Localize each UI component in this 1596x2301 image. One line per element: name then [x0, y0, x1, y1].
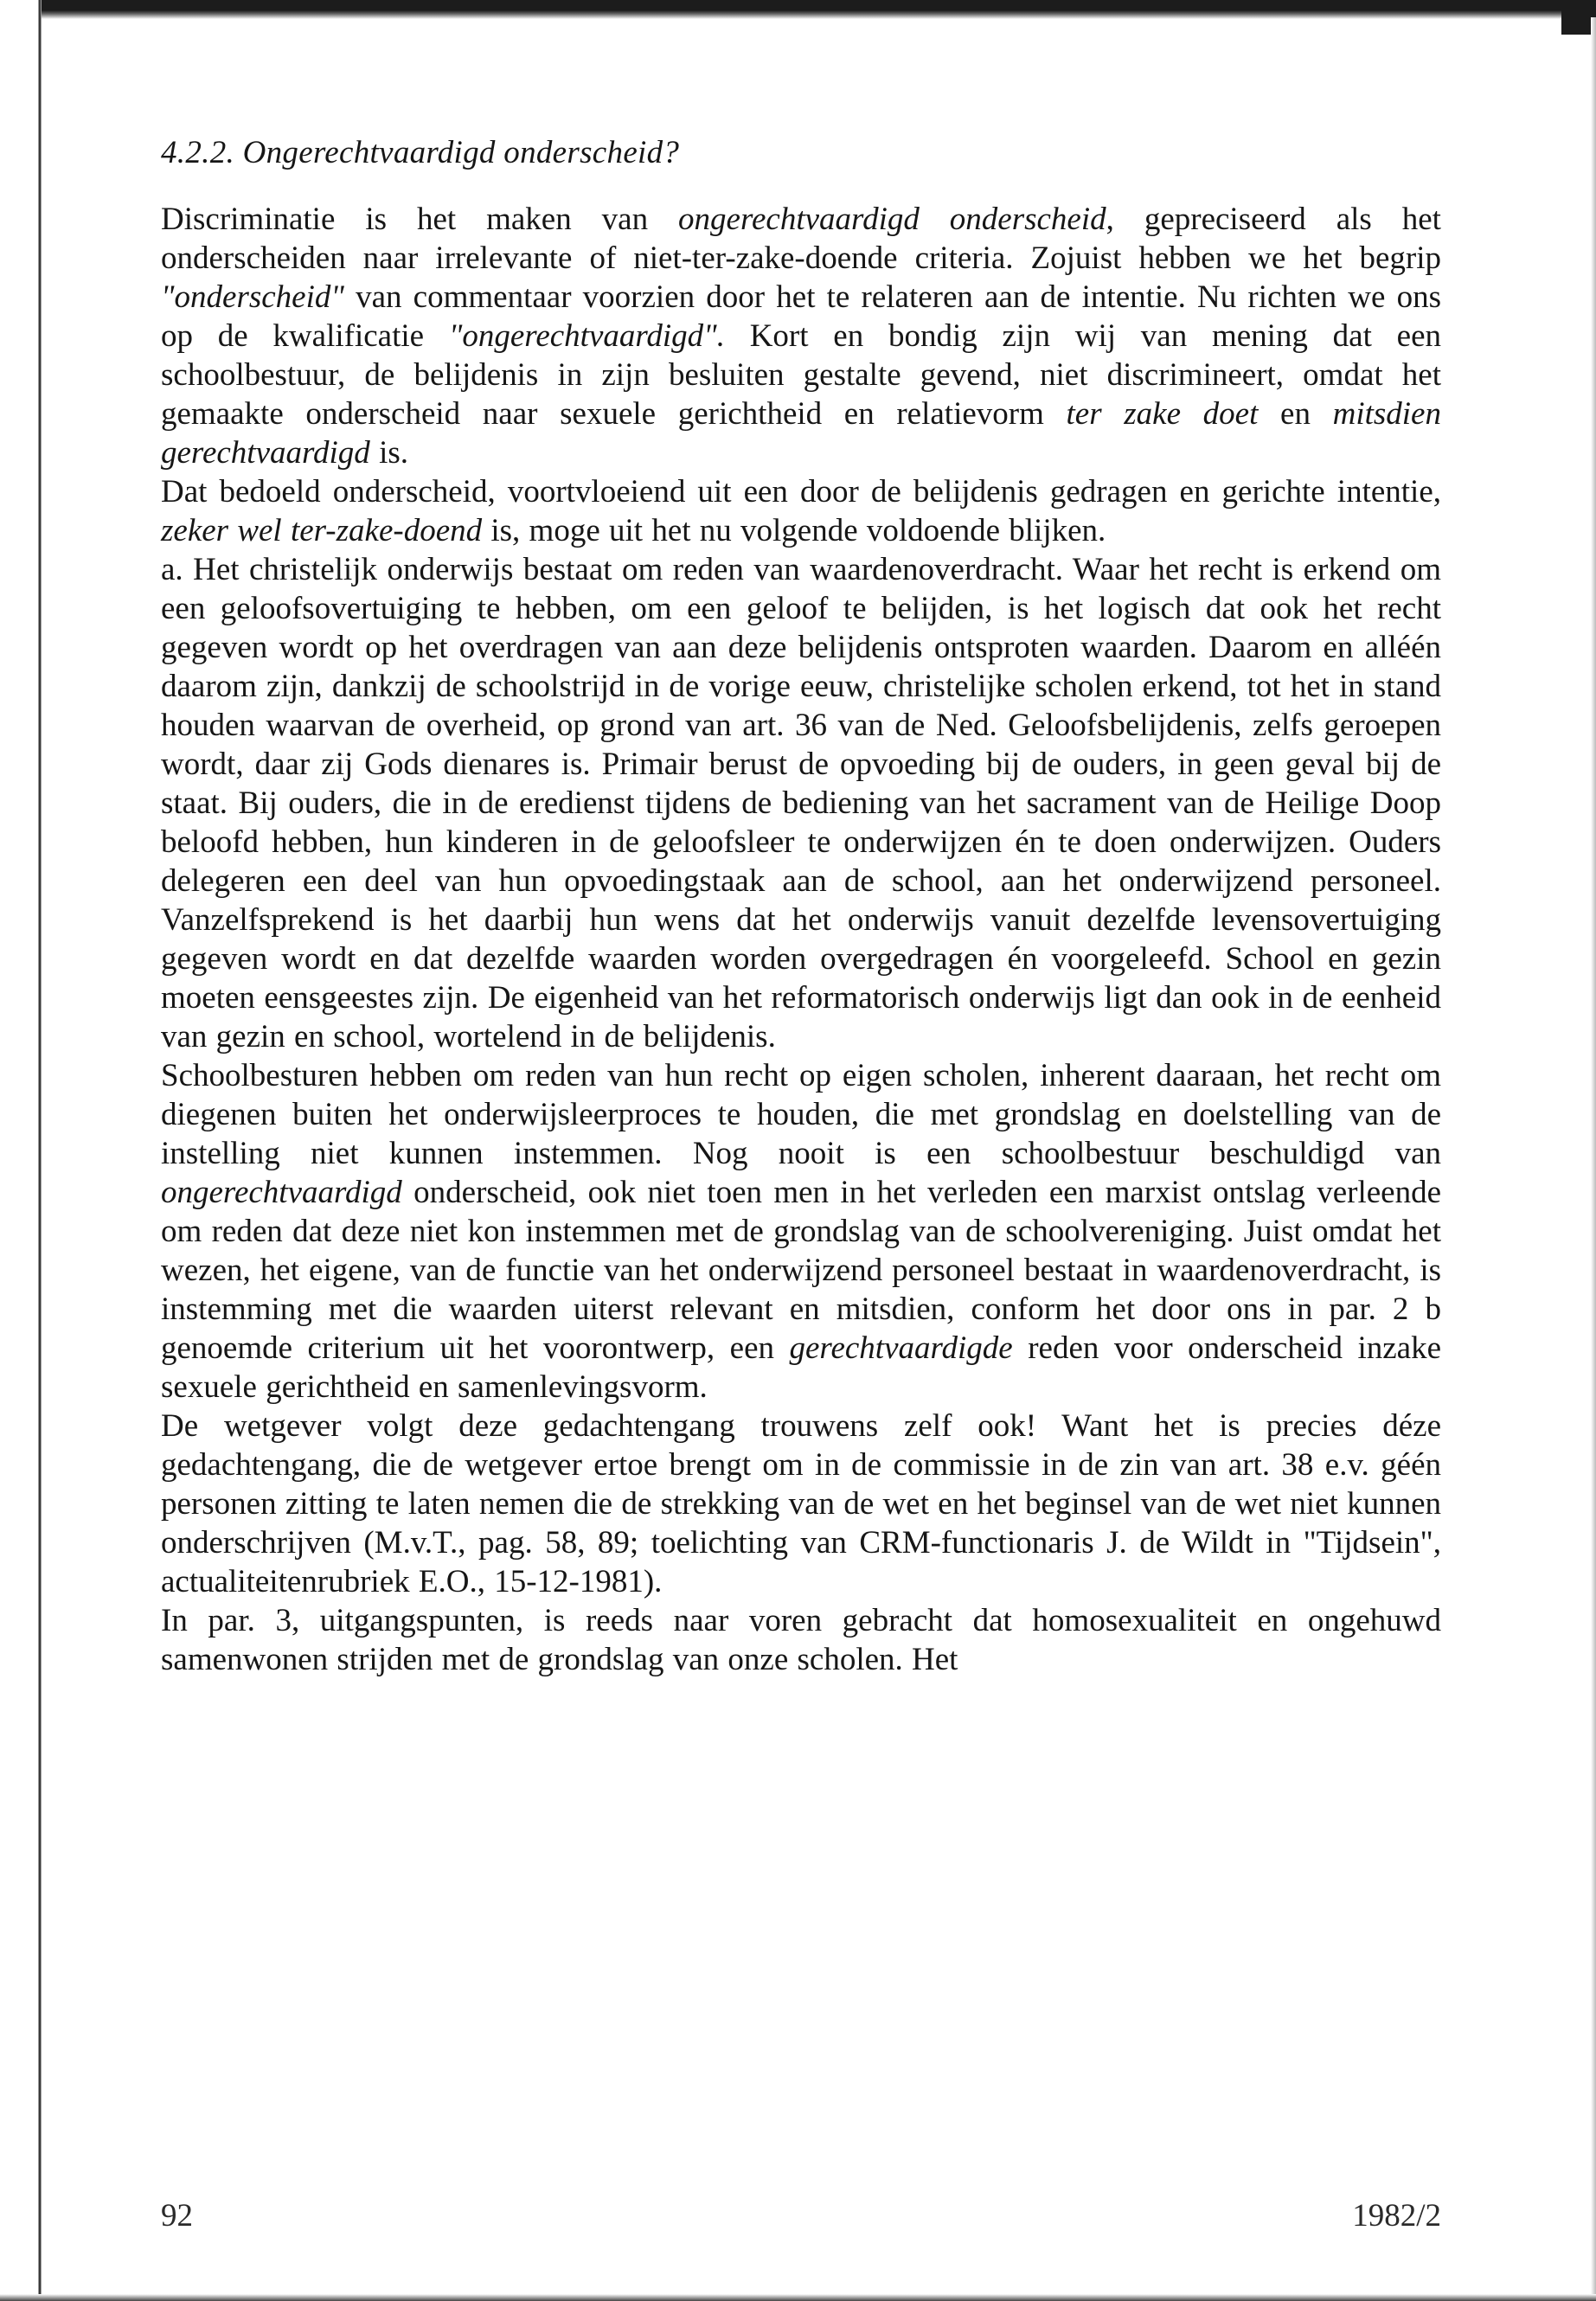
page-body — [161, 133, 1441, 1679]
paragraph — [161, 1601, 1441, 1679]
text-run: reden voor onderscheid inzake sexuele gerichtheid en samenlevingsvorm. — [161, 1330, 1441, 1405]
page-footer — [161, 2195, 1441, 2238]
scan-bottom-edge — [0, 2294, 1596, 2301]
emphasis-text: ongerechtvaardigd onderscheid — [678, 202, 1106, 237]
paragraph — [161, 1056, 1441, 1407]
text-run: Schoolbesturen hebben om reden van hun recht op eigen scholen, inherent daaraan, het recht om diegenen buiten het onderwijsleerproces te houden, die met grondslag en doelstelling van de instelling niet kunnen instemmen. Nog nooit is een schoolbestuur beschuldigd van — [161, 1058, 1441, 1171]
paragraph — [161, 1407, 1441, 1601]
text-run: Kort en bondig zijn wij van mening dat een schoolbestuur, de belijdenis in zijn besluiten gestalte gevend, niet discrimineert, omdat het gemaakte onderscheid naar sexuele gerichtheid en relatievorm — [161, 318, 1441, 432]
text-run: onderscheid, ook niet toen men in het verleden een marxist ontslag verleende om reden dat deze niet kon instemmen met de grondslag van de schoolvereniging. Juist omdat het wezen, het eigene, van de functie van het onderwijzend personeel bestaat in waardenoverdracht, is instemming met die waarden uiterst relevant en mitsdien, conform het door ons in par. 2 b genoemde criterium uit het voorontwerp, een — [161, 1175, 1441, 1366]
issue-number: 1982/2 — [1352, 2198, 1441, 2234]
emphasis-text: "ongerechtvaardigd". — [448, 318, 725, 354]
emphasis-text: gerechtvaardigde — [789, 1330, 1013, 1366]
text-run: is, moge uit het nu volgende voldoende blijken. — [482, 513, 1106, 548]
emphasis-text: ter zake doet — [1066, 396, 1259, 432]
page-number: 92 — [161, 2198, 193, 2234]
scan-right-edge — [1591, 17, 1596, 2301]
text-run: Discriminatie is het maken van — [161, 202, 679, 237]
scan-top-edge — [0, 0, 1596, 19]
paragraph — [161, 472, 1441, 550]
text-run: a. Het christelijk onderwijs bestaat om reden van waardenoverdracht. Waar het recht is erkend om een geloofsovertuiging te hebben, om een geloof te belijden, is het logisch dat ook het recht gegeven wordt op het overdragen van aan deze belijdenis ontsproten waarden. Daarom en alléén daarom zijn, dankzij de schoolstrijd in de vorige eeuw, christelijke scholen erkend, tot het in stand houden waarvan de overheid, op grond van art. 36 van de Ned. Geloofsbelijdenis, zelfs geroepen wordt, daar zij Gods dienares is. Primair berust de opvoeding bij de ouders, in geen geval bij de staat. Bij ouders, die in de eredienst tijdens de bediening van het sacrament van de Heilige Doop beloofd hebben, hun kinderen in de geloofsleer te onderwijzen én te doen onderwijzen. Ouders delegeren een deel van hun opvoedingstaak aan de school, aan het onderwijzend personeel. Vanzelfsprekend is het daarbij hun wens dat het onderwijs vanuit dezelfde levensovertuiging gegeven wordt en dat dezelfde waarden worden overgedragen én voorgeleefd. School en gezin moeten eensgeestes zijn. De eigenheid van het reformatorisch onderwijs ligt dan ook in de eenheid van gezin en school, wortelend in de belijdenis. — [161, 552, 1441, 1054]
text-run: In par. 3, uitgangspunten, is reeds naar voren gebracht dat homosexualiteit en ongehuwd samenwonen strijden met de grondslag van onze scholen. Het — [161, 1603, 1441, 1677]
scan-left-edge — [0, 0, 42, 2301]
section-heading: 4.2.2. Ongerechtvaardigd onderscheid? — [161, 135, 680, 170]
emphasis-text: zeker wel ter-zake-doend — [161, 513, 483, 548]
text-run: van commentaar voorzien door het te relateren aan de intentie. Nu richten we ons op de kwalificatie — [161, 279, 1441, 354]
text-run: De wetgever volgt deze gedachtengang trouwens zelf ook! Want het is precies déze gedachtengang, die de wetgever ertoe brengt om in de commissie in de zin van art. 38 e.v. géén personen zitting te laten nemen die de strekking van de wet en het beginsel van de wet niet kunnen onderschrijven (M.v.T., pag. 58, 89; toelichting van CRM-functionaris J. de Wildt in "Tijdsein", actualiteitenrubriek E.O., 15-12-1981). — [161, 1408, 1441, 1599]
text-run: en — [1258, 396, 1333, 432]
text-run: is. — [369, 435, 408, 471]
emphasis-text: mitsdien gerechtvaardigd — [161, 396, 1441, 471]
text-run: , gepreciseerd als het onderscheiden naar irrelevante of niet-ter-zake-doende criteria. Zojuist hebben we het begrip — [161, 202, 1441, 276]
emphasis-text: ongerechtvaardigd — [161, 1175, 402, 1210]
paragraph — [161, 550, 1441, 1056]
emphasis-text: "onderscheid" — [161, 279, 344, 315]
text-run: Dat bedoeld onderscheid, voortvloeiend uit een door de belijdenis gedragen en gerichte intentie, — [161, 474, 1441, 510]
body-text — [161, 200, 1441, 1679]
paragraph — [161, 200, 1441, 472]
